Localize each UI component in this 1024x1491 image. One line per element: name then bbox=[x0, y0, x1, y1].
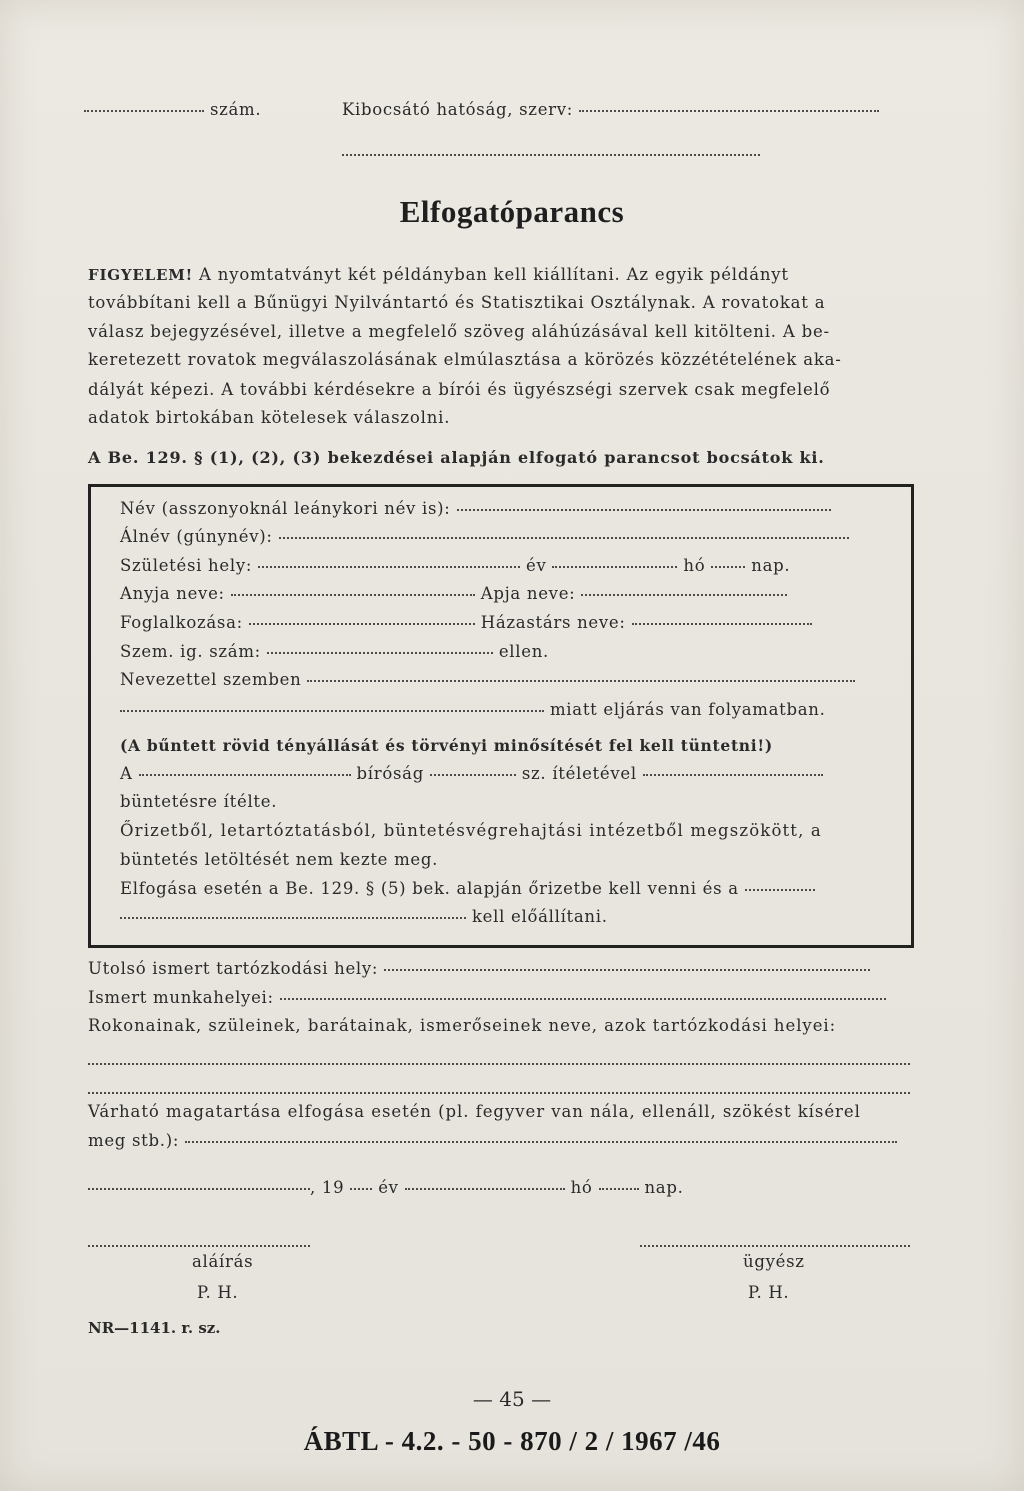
birth-day-label: nap. bbox=[751, 556, 791, 575]
authority-blank-line-2 bbox=[342, 144, 760, 163]
alias-label: Álnév (gúnynév): bbox=[120, 527, 273, 546]
escaped-text-1: Őrizetből, letartóztatásból, büntetésvégrehajtási intézetből megszökött, a bbox=[120, 821, 822, 840]
parents-row bbox=[120, 584, 787, 603]
seal-right: P. H. bbox=[748, 1283, 790, 1302]
workplaces-row bbox=[88, 988, 886, 1007]
notice-line-4: keretezett rovatok megválaszolásának elmúlasztása a körözés közzétételének aka- bbox=[88, 350, 842, 369]
relatives-blank-1 bbox=[88, 1053, 910, 1072]
id-row bbox=[120, 642, 549, 661]
occupation-label: Foglalkozása: bbox=[120, 613, 243, 632]
sentenced-text: büntetésre ítélte. bbox=[120, 792, 278, 811]
seal-left: P. H. bbox=[197, 1283, 239, 1302]
alias-blank bbox=[279, 537, 849, 539]
number-label: szám. bbox=[209, 100, 262, 119]
notice-line-1 bbox=[88, 265, 789, 284]
against-label: ellen. bbox=[498, 642, 549, 661]
notice-line-3: válasz bejegyzésével, illetve a megfelelő szöveg aláhúzásával kell kitölteni. A be- bbox=[88, 322, 830, 341]
date-month-label: hó bbox=[570, 1178, 593, 1197]
father-label: Apja neve: bbox=[480, 584, 576, 603]
workplaces-label: Ismert munkahelyei: bbox=[88, 988, 274, 1007]
date-year-prefix: , 19 bbox=[310, 1178, 345, 1197]
court-prefix: A bbox=[120, 764, 133, 783]
arrest-row-1 bbox=[120, 879, 815, 898]
behavior-row-2 bbox=[88, 1131, 897, 1150]
legal-basis: A Be. 129. § (1), (2), (3) bekezdései alapján elfogató parancsot bocsátok ki. bbox=[88, 448, 825, 467]
against-named-row bbox=[120, 670, 855, 689]
instruction-text: (A bűntett rövid tényállását és törvényi minősítését fel kell tüntetni!) bbox=[120, 736, 773, 755]
date-day-label: nap. bbox=[644, 1178, 684, 1197]
behavior-text-2: meg stb.): bbox=[88, 1131, 180, 1150]
notice-line-2: továbbítani kell a Bűnügyi Nyilvántartó és Statisztikai Osztálynak. A rovatokat a bbox=[88, 293, 826, 312]
court-row bbox=[120, 764, 823, 783]
warning-label: FIGYELEM! bbox=[88, 266, 193, 284]
arrest-row-2 bbox=[120, 907, 608, 926]
spouse-label: Házastárs neve: bbox=[480, 613, 626, 632]
number-field bbox=[84, 100, 261, 119]
against-named-label: Nevezettel szemben bbox=[120, 670, 302, 689]
notice-line-5: dályát képezi. A további kérdésekre a bírói és ügyészségi szervek csak megfelelő bbox=[88, 380, 831, 399]
last-residence-row bbox=[88, 959, 870, 978]
behavior-text-1: Várható magatartása elfogása esetén (pl. fegyver van nála, ellenáll, szökést kísérel bbox=[88, 1102, 861, 1121]
last-residence-label: Utolsó ismert tartózkodási hely: bbox=[88, 959, 379, 978]
proceeding-row bbox=[120, 700, 826, 719]
escaped-text-2: büntetés letöltését nem kezte meg. bbox=[120, 850, 439, 869]
birth-row bbox=[120, 556, 790, 575]
page-title: Elfogatóparancs bbox=[399, 194, 625, 229]
name-blank bbox=[457, 509, 831, 511]
court-label: bíróság bbox=[356, 764, 424, 783]
mother-label: Anyja neve: bbox=[120, 584, 225, 603]
occupation-row bbox=[120, 613, 812, 632]
date-year-label: év bbox=[378, 1178, 399, 1197]
id-label: Szem. ig. szám: bbox=[120, 642, 261, 661]
proceeding-label: miatt eljárás van folyamatban. bbox=[549, 700, 826, 719]
alias-row bbox=[120, 527, 849, 546]
arrest-text-1: Elfogása esetén a Be. 129. § (5) bek. alapján őrizetbe kell venni és a bbox=[120, 879, 739, 898]
authority-field bbox=[342, 100, 879, 119]
authority-label: Kibocsátó hatóság, szerv: bbox=[342, 100, 574, 119]
archive-code: ÁBTL - 4.2. - 50 - 870 / 2 / 1967 /46 bbox=[303, 1426, 721, 1456]
judgment-label: sz. ítéletével bbox=[521, 764, 637, 783]
birth-year-label: év bbox=[526, 556, 547, 575]
relatives-blank-2 bbox=[88, 1082, 910, 1101]
page-number: — 45 — bbox=[472, 1387, 552, 1411]
authority-blank bbox=[579, 110, 879, 112]
name-row bbox=[120, 499, 831, 518]
number-blank bbox=[84, 110, 204, 112]
signature-label-right: ügyész bbox=[743, 1252, 805, 1271]
name-label: Név (asszonyoknál leánykori név is): bbox=[120, 499, 451, 518]
date-row bbox=[88, 1178, 684, 1197]
notice-text-1: A nyomtatványt két példányban kell kiállítani. Az egyik példányt bbox=[199, 265, 789, 284]
birth-month-label: hó bbox=[683, 556, 706, 575]
arrest-text-2: kell előállítani. bbox=[471, 907, 608, 926]
birth-place-label: Születési hely: bbox=[120, 556, 253, 575]
notice-line-6: adatok birtokában kötelesek válaszolni. bbox=[88, 408, 451, 427]
relatives-label: Rokonainak, szüleinek, barátainak, ismerőseinek neve, azok tartózkodási helyei: bbox=[88, 1016, 837, 1035]
form-number: NR—1141. r. sz. bbox=[88, 1319, 221, 1337]
signature-label-left: aláírás bbox=[192, 1252, 254, 1271]
